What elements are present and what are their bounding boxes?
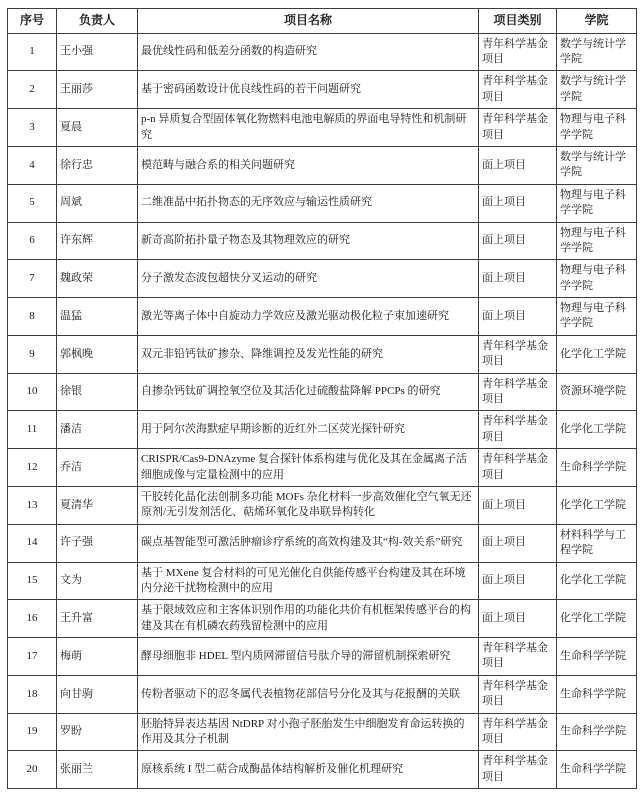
cell-serial-number: 18 (8, 675, 57, 713)
table-row (8, 524, 637, 562)
table-row (8, 373, 637, 411)
cell-serial-number: 6 (8, 222, 57, 260)
cell-project-category: 青年科学基金项目 (479, 638, 557, 676)
header-college: 学院 (557, 9, 637, 34)
cell-leader: 潘洁 (57, 411, 138, 449)
cell-college: 物理与电子科学学院 (557, 298, 637, 336)
cell-leader: 乔洁 (57, 449, 138, 487)
cell-serial-number: 5 (8, 184, 57, 222)
cell-college: 化学化工学院 (557, 335, 637, 373)
cell-serial-number: 10 (8, 373, 57, 411)
header-leader: 负责人 (57, 9, 138, 34)
cell-project-title: CRISPR/Cas9-DNAzyme 复合探针体系构建与优化及其在金属离子活细胞成像与定量检测中的应用 (138, 449, 479, 487)
table-row (8, 109, 637, 147)
cell-project-category: 青年科学基金项目 (479, 373, 557, 411)
table-row (8, 562, 637, 600)
cell-project-category: 面上项目 (479, 486, 557, 524)
cell-leader: 张丽兰 (57, 751, 138, 789)
cell-college: 物理与电子科学学院 (557, 184, 637, 222)
cell-college: 生命科学学院 (557, 713, 637, 751)
cell-leader: 郭枫晚 (57, 335, 138, 373)
cell-project-category: 面上项目 (479, 562, 557, 600)
cell-college: 数学与统计学学院 (557, 146, 637, 184)
cell-college: 化学化工学院 (557, 562, 637, 600)
header-row (8, 9, 637, 34)
cell-leader: 梅萌 (57, 638, 138, 676)
cell-leader: 温猛 (57, 298, 138, 336)
table-row (8, 222, 637, 260)
cell-project-category: 面上项目 (479, 600, 557, 638)
cell-serial-number: 11 (8, 411, 57, 449)
cell-college: 生命科学学院 (557, 675, 637, 713)
cell-serial-number: 4 (8, 146, 57, 184)
cell-college: 物理与电子科学学院 (557, 222, 637, 260)
table-row (8, 146, 637, 184)
cell-serial-number: 14 (8, 524, 57, 562)
cell-serial-number: 12 (8, 449, 57, 487)
cell-serial-number: 20 (8, 751, 57, 789)
cell-leader: 许子强 (57, 524, 138, 562)
cell-project-category: 青年科学基金项目 (479, 751, 557, 789)
cell-serial-number: 19 (8, 713, 57, 751)
cell-project-title: 用于阿尔茨海默症早期诊断的近红外二区荧光探针研究 (138, 411, 479, 449)
cell-project-title: 二维准晶中拓扑物态的无序效应与输运性质研究 (138, 184, 479, 222)
header-project-category: 项目类别 (479, 9, 557, 34)
table-body (8, 33, 637, 789)
table-row (8, 71, 637, 109)
cell-project-title: 酵母细胞非 HDEL 型内质网滞留信号肽介导的滞留机制探索研究 (138, 638, 479, 676)
cell-project-title: 干胶转化晶化法创制多功能 MOFs 杂化材料一步高效催化空气氧无还原剂/无引发剂活化、萜烯环氧化及串联异构转化 (138, 486, 479, 524)
cell-college: 化学化工学院 (557, 411, 637, 449)
cell-project-title: 模范畴与融合系的相关问题研究 (138, 146, 479, 184)
cell-college: 生命科学学院 (557, 638, 637, 676)
cell-project-category: 面上项目 (479, 184, 557, 222)
cell-serial-number: 1 (8, 33, 57, 71)
cell-college: 数学与统计学学院 (557, 33, 637, 71)
table-row (8, 260, 637, 298)
cell-leader: 文为 (57, 562, 138, 600)
cell-leader: 罗盼 (57, 713, 138, 751)
cell-college: 资源环境学院 (557, 373, 637, 411)
cell-serial-number: 17 (8, 638, 57, 676)
cell-serial-number: 9 (8, 335, 57, 373)
cell-project-title: 原核系统 I 型二萜合成酶晶体结构解析及催化机理研究 (138, 751, 479, 789)
cell-project-category: 面上项目 (479, 146, 557, 184)
table-row (8, 298, 637, 336)
cell-project-category: 面上项目 (479, 524, 557, 562)
cell-project-category: 青年科学基金项目 (479, 411, 557, 449)
cell-project-title: p-n 异质复合型固体氧化物燃料电池电解质的界面电导特性和机制研究 (138, 109, 479, 147)
cell-project-category: 面上项目 (479, 222, 557, 260)
cell-serial-number: 3 (8, 109, 57, 147)
cell-college: 生命科学学院 (557, 751, 637, 789)
cell-leader: 许东辉 (57, 222, 138, 260)
table-row (8, 638, 637, 676)
cell-leader: 徐行忠 (57, 146, 138, 184)
table-row (8, 335, 637, 373)
cell-college: 数学与统计学学院 (557, 71, 637, 109)
cell-leader: 周斌 (57, 184, 138, 222)
cell-college: 化学化工学院 (557, 486, 637, 524)
table-header (8, 9, 637, 34)
table-row (8, 411, 637, 449)
header-serial-number: 序号 (8, 9, 57, 34)
cell-leader: 王丽莎 (57, 71, 138, 109)
table-row (8, 713, 637, 751)
cell-project-category: 青年科学基金项目 (479, 71, 557, 109)
cell-serial-number: 13 (8, 486, 57, 524)
cell-project-title: 胚胎特异表达基因 NtDRP 对小孢子胚胎发生中细胞发育命运转换的作用及其分子机制 (138, 713, 479, 751)
table-row (8, 33, 637, 71)
header-project-title: 项目名称 (138, 9, 479, 34)
cell-serial-number: 16 (8, 600, 57, 638)
cell-project-title: 传粉者驱动下的忍冬属代表植物花部信号分化及其与花报酬的关联 (138, 675, 479, 713)
cell-project-title: 基于限域效应和主客体识别作用的功能化共价有机框架传感平台的构建及其在有机磷农药残留检测中的应用 (138, 600, 479, 638)
cell-serial-number: 15 (8, 562, 57, 600)
cell-project-category: 青年科学基金项目 (479, 109, 557, 147)
table-row (8, 675, 637, 713)
cell-leader: 向甘驹 (57, 675, 138, 713)
table-row (8, 486, 637, 524)
cell-project-category: 面上项目 (479, 260, 557, 298)
cell-leader: 魏政荣 (57, 260, 138, 298)
table-row (8, 751, 637, 789)
cell-project-category: 青年科学基金项目 (479, 713, 557, 751)
cell-college: 生命科学学院 (557, 449, 637, 487)
cell-project-category: 面上项目 (479, 298, 557, 336)
cell-college: 物理与电子科学学院 (557, 109, 637, 147)
projects-table (7, 8, 637, 789)
cell-college: 材料科学与工程学院 (557, 524, 637, 562)
cell-college: 化学化工学院 (557, 600, 637, 638)
cell-project-title: 分子激发态波包超快分叉运动的研究 (138, 260, 479, 298)
cell-leader: 徐银 (57, 373, 138, 411)
cell-project-title: 新奇高阶拓扑量子物态及其物理效应的研究 (138, 222, 479, 260)
cell-project-title: 自掺杂钙钛矿调控氧空位及其活化过硫酸盐降解 PPCPs 的研究 (138, 373, 479, 411)
table-row (8, 600, 637, 638)
cell-leader: 王小强 (57, 33, 138, 71)
cell-project-title: 基于密码函数设计优良线性码的若干问题研究 (138, 71, 479, 109)
cell-leader: 王升富 (57, 600, 138, 638)
cell-serial-number: 2 (8, 71, 57, 109)
table-row (8, 184, 637, 222)
cell-college: 物理与电子科学学院 (557, 260, 637, 298)
cell-leader: 夏晨 (57, 109, 138, 147)
cell-serial-number: 7 (8, 260, 57, 298)
cell-project-title: 碳点基智能型可激活肿瘤诊疗系统的高效构建及其“构-效关系”研究 (138, 524, 479, 562)
cell-project-category: 青年科学基金项目 (479, 33, 557, 71)
cell-project-title: 激光等离子体中自旋动力学效应及激光驱动极化粒子束加速研究 (138, 298, 479, 336)
table-row (8, 449, 637, 487)
cell-project-title: 双元非铅钙钛矿掺杂、降维调控及发光性能的研究 (138, 335, 479, 373)
cell-leader: 夏清华 (57, 486, 138, 524)
cell-project-category: 青年科学基金项目 (479, 335, 557, 373)
cell-project-title: 最优线性码和低差分函数的构造研究 (138, 33, 479, 71)
cell-project-category: 青年科学基金项目 (479, 449, 557, 487)
cell-project-title: 基于 MXene 复合材料的可见光催化自供能传感平台构建及其在环境内分泌干扰物检测中的应用 (138, 562, 479, 600)
cell-project-category: 青年科学基金项目 (479, 675, 557, 713)
cell-serial-number: 8 (8, 298, 57, 336)
